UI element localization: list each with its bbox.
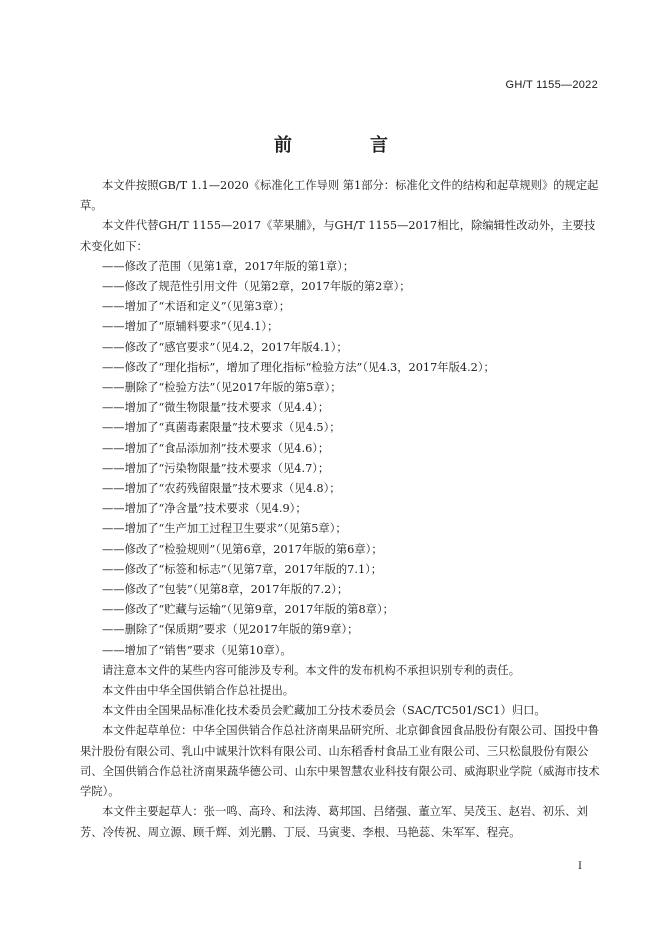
list-item: ——修改了“理化指标”，增加了理化指标“检验方法”（见4.3，2017年版4.2）； [102, 360, 495, 374]
paragraph-replacement: 本文件代替GH/T 1155—2017《苹果脯》，与GH/T 1155—2017相比，除编辑性改动外，主要技术变化如下： [80, 219, 596, 253]
paragraph-proposer: 本文件由中华全国供销合作总社提出。 [102, 684, 295, 698]
list-item: ——修改了规范性引用文件（见第2章，2017年版的第2章）； [102, 280, 411, 294]
paragraph-jurisdiction: 本文件由全国果品标准化技术委员会贮藏加工分技术委员会（SAC/TC501/SC1）归口。 [102, 704, 546, 718]
paragraph-drafting-units: 本文件起草单位：中华全国供销合作总社济南果品研究所、北京御食园食品股份有限公司、国投中鲁果汁股份有限公司、乳山中诚果汁饮料有限公司、山东稻香村食品工业有限公司、三只松鼠股份有限公司、全国供销合作总社济南果蔬华德公司、山东中果智慧农业科技有限公司、威海职业学院（威海市技术学院）。 [80, 724, 600, 799]
list-item: ——增加了“原辅料要求”（见4.1）； [102, 320, 279, 334]
list-item: ——增加了“术语和定义”（见第3章）； [102, 300, 291, 314]
list-item: ——增加了“真菌毒素限量”技术要求（见4.5）； [102, 421, 341, 435]
list-item: ——增加了“生产加工过程卫生要求”（见第5章）； [102, 522, 347, 536]
list-item: ——修改了范围（见第1章，2017年版的第1章）； [102, 259, 355, 273]
list-item: ——增加了“销售”要求（见第10章）。 [102, 643, 292, 657]
foreword-body [80, 176, 600, 843]
list-item: ——修改了“标签和标志”（见第7章，2017年版的7.1）； [102, 562, 383, 576]
list-item: ——修改了“包装”（见第8章，2017年版的7.2）； [102, 583, 349, 597]
list-item: ——增加了“污染物限量”技术要求（见4.7）； [102, 461, 330, 475]
standard-number: GH/T 1155—2022 [505, 79, 598, 91]
list-item: ——删除了“检验方法”（见2017年版的第5章）； [102, 381, 342, 395]
paragraph-patent-notice: 请注意本文件的某些内容可能涉及专利。本文件的发布机构不承担识别专利的责任。 [102, 663, 520, 677]
paragraph-basis: 本文件按照GB/T 1.1—2020《标准化工作导则 第1部分：标准化文件的结构和起草规则》的规定起草。 [80, 179, 599, 213]
list-item: ——修改了“感官要求”（见4.2，2017年版4.1）； [102, 340, 348, 354]
list-item: ——增加了“微生物限量”技术要求（见4.4）； [102, 401, 330, 415]
page-number: I [578, 861, 582, 872]
list-item: ——增加了“食品添加剂”技术要求（见4.6）； [102, 441, 330, 455]
changes-list [80, 257, 600, 661]
list-item: ——增加了“净含量”技术要求（见4.9）； [102, 502, 307, 516]
list-item: ——修改了“贮藏与运输”（见第9章，2017年版的第8章）； [102, 603, 394, 617]
paragraph-drafters: 本文件主要起草人：张一鸣、高玲、和法涛、葛邦国、吕绪强、董立军、吴茂玉、赵岩、初乐、刘芳、冷传祝、周立源、顾千辉、刘光鹏、丁辰、马寅斐、李根、马艳蕊、朱军军、程亮。 [80, 805, 588, 839]
list-item: ——增加了“农药残留限量”技术要求（见4.8）； [102, 482, 341, 496]
list-item: ——修改了“检验规则”（见第6章，2017年版的第6章）； [102, 542, 383, 556]
list-item: ——删除了“保质期”要求（见2017年版的第9章）； [102, 623, 359, 637]
page-title: 前 言 [274, 135, 418, 156]
